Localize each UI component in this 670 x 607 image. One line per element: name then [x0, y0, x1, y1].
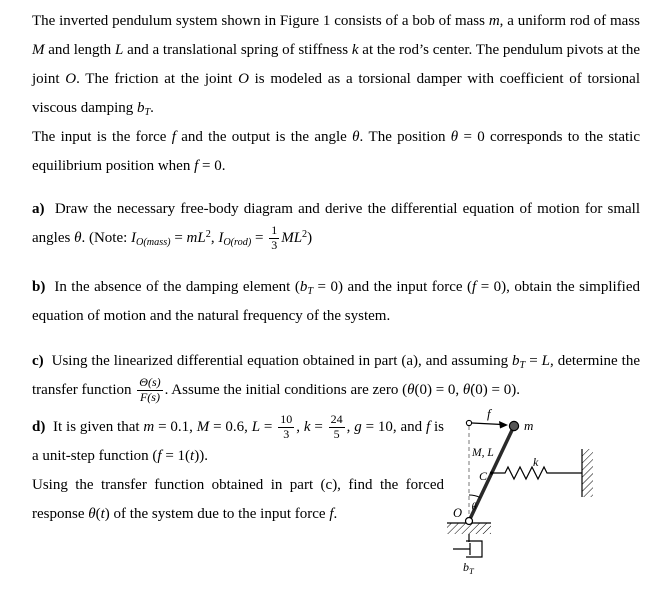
input-output-paragraph: The input is the force f and the output is the angle θ. The position θ = 0 corresponds to the static equilibrium position when f = 0.: [32, 129, 640, 174]
part-a-paragraph: a) Draw the necessary free-body diagram and derive the differential equation of motion for small angles θ. (Note: $I_{O(mass)} = mL^2$, $I_{O(rod)}$ = $\frac{1}{3}$ $ML^2$): [32, 201, 640, 253]
force-label: f: [487, 409, 491, 421]
angle-arc: [469, 495, 480, 498]
rod-label: M, L: [472, 447, 494, 459]
angle-label: θ: [471, 502, 477, 513]
part-d-paragraph: d) It is given that m = 0.1, M = 0.6, L = $\frac{10}{3}$ , k = $\frac{24}{5}$ , g = 10, and f is a unit-step function (f = 1(t)).: [32, 412, 445, 464]
center-label: C: [479, 469, 488, 483]
part-d-section: [32, 409, 640, 576]
wall-hatch: [582, 449, 593, 497]
pendulum-figure: [445, 409, 650, 581]
part-b-paragraph: b) In the absence of the damping element $(b_T = 0)$ and the input force (f = 0), obtain the simplified equation of motion and the natural frequency of the system.: [32, 279, 641, 324]
equilibrium-point: [466, 420, 471, 425]
center-point: [490, 471, 493, 474]
part-c-paragraph: c) Using the linearized differential equation obtained in part (a), and assuming $b_T = L$, determine the transfer function $\frac{\Theta(s)}{F(s)}$ . Assume the initial conditions are zero (θ(0) = 0, θ̇(0) = 0).: [32, 353, 640, 405]
bob-mass-label: m: [524, 418, 534, 433]
pivot-joint: [466, 518, 473, 525]
bob-mass: [509, 421, 518, 430]
part-d-continued-paragraph: Using the transfer function obtained in part (c), find the forced response θ(t) of the system due to the input force f.: [32, 477, 444, 522]
torsional-damper-symbol: [453, 534, 482, 557]
figure-1-inverted-pendulum: [445, 409, 650, 581]
pivot-label: O: [453, 506, 463, 520]
spring-label: k: [533, 455, 539, 469]
force-arrow: [472, 421, 508, 429]
damper-label: $b_T$: [463, 560, 474, 576]
intro-paragraph: The inverted pendulum system shown in Figure 1 consists of a bob of mass m, a uniform rod of mass M and length L and a translational spring of stiffness k at the rod’s center. The pendulum pivots at the joint O. The friction at the joint O is modeled as a torsional damper with coefficient of torsional viscous damping $b_T$.: [32, 13, 640, 119]
